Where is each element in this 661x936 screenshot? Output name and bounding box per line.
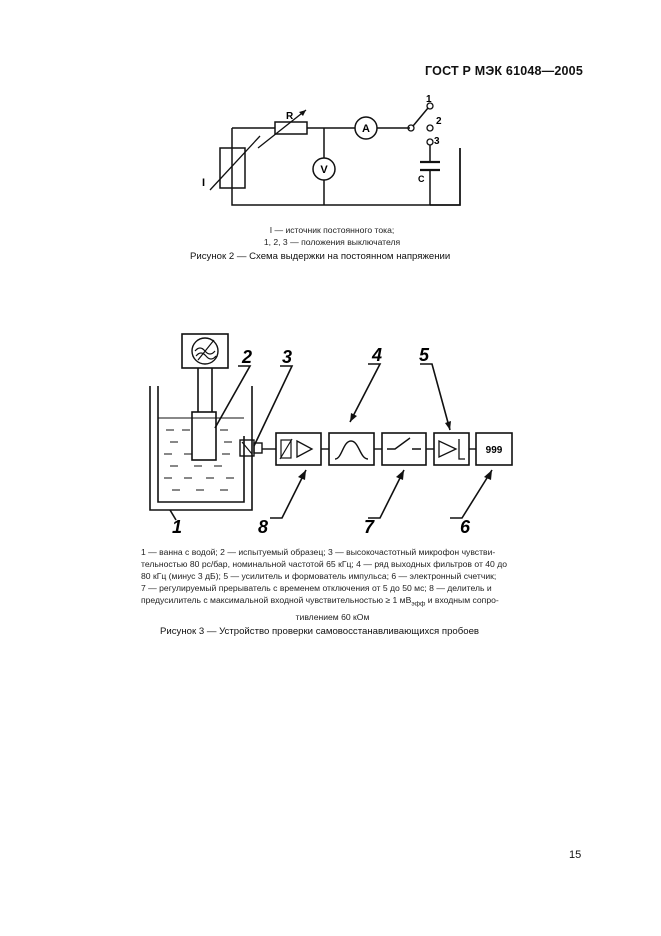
legend-line-5-a: предусилитель с максимальной входной чувствительностью ≥ 1 мВ <box>141 595 412 605</box>
label-4: 4 <box>372 345 383 365</box>
standard-header: ГОСТ Р МЭК 61048—2005 <box>425 64 583 78</box>
label-2: 2 <box>242 347 253 367</box>
ammeter-label: A <box>362 123 370 135</box>
amplifier-shaper-block <box>434 433 469 465</box>
legend-item-source: I — источник постоянного тока; <box>269 225 395 235</box>
arrow-heads <box>298 413 492 480</box>
legend-line-2: тельностью 80 рс/бар, номинальной частотой 65 кГц; 4 — ряд выходных фильтров от 40 до <box>141 559 508 569</box>
counter-display: 999 <box>485 445 503 456</box>
switch-position-3: 3 <box>434 136 440 147</box>
legend-item-positions: 1, 2, 3 — положения выключателя <box>263 237 401 247</box>
voltmeter-symbol <box>313 128 335 205</box>
test-specimen <box>192 412 216 460</box>
counter-block <box>476 433 512 465</box>
figure-3-block-diagram <box>130 318 530 543</box>
figure-3-caption: Рисунок 3 — Устройство проверки самовосстанавливающихся пробоев <box>160 626 480 637</box>
legend-line-1: 1 — ванна с водой; 2 — испытуемый образец; 3 — высокочастотный микрофон чувстви- <box>141 547 496 557</box>
label-8: 8 <box>258 517 269 537</box>
label-6: 6 <box>460 517 471 537</box>
filter-block <box>329 433 374 465</box>
variable-resistor-symbol <box>258 110 307 148</box>
leader-lines <box>170 364 492 520</box>
figure-2-legend <box>232 224 432 248</box>
capacitor-symbol <box>418 162 440 184</box>
legend-line-3: 80 кГц (минус 3 дБ); 5 — усилитель и формователь импульса; 6 — электронный счетчик; <box>141 571 497 581</box>
legend-line-5 <box>141 594 524 611</box>
circuit-wires <box>232 128 460 205</box>
figure-2-caption: Рисунок 2 — Схема выдержки на постоянном напряжении <box>190 251 451 262</box>
interrupter-block <box>382 433 426 465</box>
switch-symbol <box>408 94 442 205</box>
ammeter-symbol <box>355 117 377 139</box>
page-number: 15 <box>569 849 582 861</box>
figure-2-circuit-diagram <box>180 90 470 220</box>
figure-3-legend <box>141 546 524 623</box>
switch-position-1: 1 <box>426 94 432 105</box>
label-1: 1 <box>172 517 183 537</box>
dc-source-symbol <box>202 136 260 190</box>
preamplifier-block <box>276 433 321 465</box>
switch-position-2: 2 <box>436 116 442 127</box>
label-3: 3 <box>282 347 293 367</box>
label-7: 7 <box>364 517 375 537</box>
legend-line-5-sub: эфф <box>411 600 426 608</box>
voltmeter-label: V <box>320 164 328 176</box>
capacitor-label: C <box>418 174 425 184</box>
legend-line-6: тивлением 60 кОм <box>295 611 370 622</box>
source-label: I <box>202 177 206 189</box>
legend-line-4: 7 — регулируемый прерыватель с временем отключения от 5 до 50 мс; 8 — делитель и <box>141 583 492 593</box>
legend-line-5-b: и входным сопро- <box>425 595 499 605</box>
water-bath <box>150 386 252 510</box>
meter-on-holder <box>182 334 228 412</box>
resistor-label: R <box>286 111 294 122</box>
label-5: 5 <box>419 345 430 365</box>
